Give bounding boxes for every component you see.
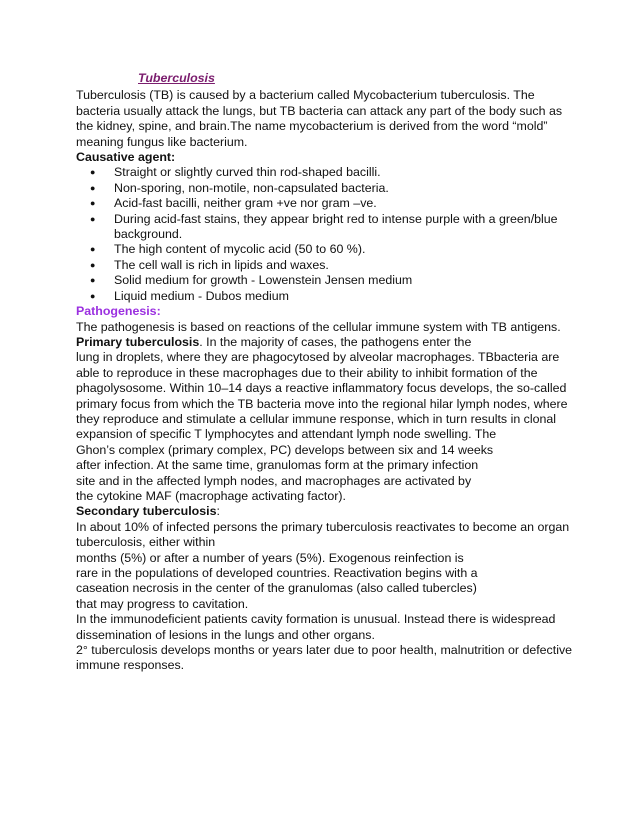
secondary-tb-colon: : [216,504,220,519]
secondary-late-paragraph: 2° tuberculosis develops months or years later due to poor health, malnutrition or defective immune responses. [76,643,573,673]
list-item: ● Non-sporing, non-motile, non-capsulated bacteria. [114,181,578,196]
primary-tb-lines [76,443,578,505]
secondary-tb-heading: Secondary tuberculosis [76,504,217,519]
primary-tb-lead [76,335,578,350]
text-line: Ghon’s complex (primary complex, PC) develops between six and 14 weeks [76,442,494,457]
text-line: that may progress to cavitation. [76,596,249,611]
list-item: ● Acid-fast bacilli, neither gram +ve nor gram –ve. [114,196,578,211]
list-item: ● During acid-fast stains, they appear bright red to intense purple with a green/blue background. [114,212,578,243]
list-item: ● The cell wall is rich in lipids and waxes. [114,258,578,273]
document-title: Tuberculosis [138,71,215,85]
intro-paragraph: Tuberculosis (TB) is caused by a bacterium called Mycobacterium tuberculosis. The bacteria usually attack the lungs, but TB bacteria can attack any part of the body such as the kidney, spine, and brain.The name mycobacterium is derived from the word “mold” meaning fungus like bacterium. [76,88,563,149]
secondary-tb-paragraph: In about 10% of infected persons the primary tuberculosis reactivates to become an organ tuberculosis, either within [76,519,570,550]
causative-agent-list [76,165,578,304]
primary-tb-heading: Primary tuberculosis [76,334,200,349]
immunodeficient-paragraph: In the immunodeficient patients cavity formation is unusual. Instead there is widespread dissemination of lesions in the lungs and other organs. [76,612,556,642]
primary-tb-paragraph: lung in droplets, where they are phagocytosed by alveolar macrophages. TBbacteria are able to reproduce in these macrophages due to their ability to inhibit formation of the phagolysosome. Within 10–14 days a reactive inflammatory focus develops, the so-called primary focus from which the TB bacteria move into the regional hilar lymph nodes, where they reproduce and stimulate a cellular immune response, which in turn results in clonal expansion of specific T lymphocytes and attendant lymph node swelling. The [76,350,568,442]
pathogenesis-heading: Pathogenesis: [76,304,161,319]
list-item: ● Liquid medium - Dubos medium [114,289,578,304]
text-line: site and in the affected lymph nodes, and macrophages are activated by [76,473,472,488]
pathogenesis-intro: The pathogenesis is based on reactions of the cellular immune system with TB antigens. [76,319,561,334]
text-line: caseation necrosis in the center of the granulomas (also called tubercles) [76,581,477,596]
primary-tb-lead-text: . In the majority of cases, the pathogens enter the [199,334,472,349]
text-line: rare in the populations of developed countries. Reactivation begins with a [76,566,478,580]
text-line: the cytokine MAF (macrophage activating factor). [76,488,346,503]
causative-agent-heading: Causative agent: [76,150,176,165]
text-line: after infection. At the same time, granulomas form at the primary infection [76,458,479,473]
list-item: ● Straight or slightly curved thin rod-shaped bacilli. [114,165,578,180]
secondary-tb-heading-line [76,504,578,519]
secondary-tb-lines [76,551,578,613]
list-item: ● Solid medium for growth - Lowenstein Jensen medium [114,273,578,288]
text-line: months (5%) or after a number of years (5%). Exogenous reinfection is [76,550,464,565]
list-item: ● The high content of mycolic acid (50 to 60 %). [114,242,578,257]
